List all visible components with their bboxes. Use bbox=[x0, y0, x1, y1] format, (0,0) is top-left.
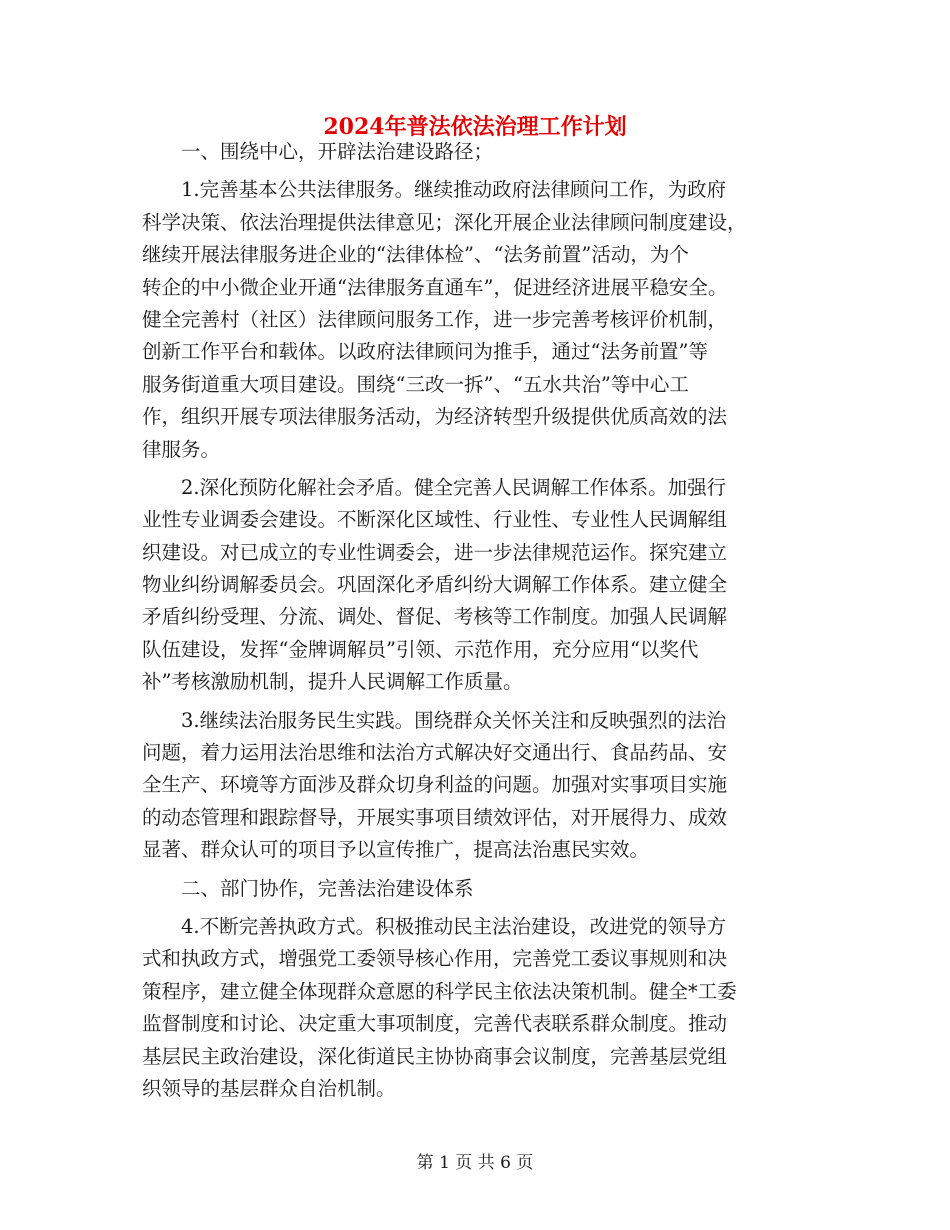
body-text-line: 服务街道重大项目建设。围绕“三改一拆”、“五水共治”等中心工 bbox=[142, 372, 689, 396]
body-text-line: 矛盾纠纷受理、分流、调处、督促、考核等工作制度。加强人民调解 bbox=[142, 605, 728, 629]
body-text-line: 2.深化预防化解社会矛盾。健全完善人民调解工作体系。加强行 bbox=[142, 475, 727, 499]
body-text-line: 二、部门协作，完善法治建设体系 bbox=[142, 876, 474, 900]
body-text-line: 式和执政方式，增强党工委领导核心作用，完善党工委议事规则和决 bbox=[142, 947, 728, 971]
body-text-line: 3.继续法治服务民生实践。围绕群众关怀关注和反映强烈的法治 bbox=[142, 708, 727, 732]
body-text-line: 1.完善基本公共法律服务。继续推动政府法律顾问工作，为政府 bbox=[142, 178, 727, 202]
body-text-line: 织领导的基层群众自治机制。 bbox=[142, 1076, 396, 1100]
body-text-line: 业性专业调委会建设。不断深化区域性、行业性、专业性人民调解组 bbox=[142, 508, 728, 532]
body-text-line: 的动态管理和跟踪督导，开展实事项目绩效评估，对开展得力、成效 bbox=[142, 805, 728, 829]
body-text-line: 策程序，建立健全体现群众意愿的科学民主依法决策机制。健全*工委 bbox=[142, 979, 737, 1003]
body-text-line: 监督制度和讨论、决定重大事项制度，完善代表联系群众制度。推动 bbox=[142, 1012, 728, 1036]
body-text-line: 显著、群众认可的项目予以宣传推广，提高法治惠民实效。 bbox=[142, 838, 650, 862]
body-text-line: 织建设。对已成立的专业性调委会，进一步法律规范运作。探究建立 bbox=[142, 540, 728, 564]
body-text-line: 队伍建设，发挥“金牌调解员”引领、示范作用，充分应用“以奖代 bbox=[142, 637, 699, 661]
body-text-line: 补”考核激励机制，提升人民调解工作质量。 bbox=[142, 670, 523, 694]
body-text-line: 一、围绕中心，开辟法治建设路径； bbox=[142, 140, 494, 163]
body-text-line: 全生产、环境等方面涉及群众切身利益的问题。加强对实事项目实施 bbox=[142, 773, 728, 797]
body-text-line: 继续开展法律服务进企业的“法律体检”、“法务前置”活动，为个 bbox=[142, 243, 689, 267]
body-text-line: 4.不断完善执政方式。积极推动民主法治建设，改进党的领导方 bbox=[142, 914, 727, 938]
body-text-line: 作，组织开展专项法律服务活动，为经济转型升级提供优质高效的法 bbox=[142, 405, 728, 429]
body-text-line: 律服务。 bbox=[142, 437, 221, 461]
body-text-line: 科学决策、依法治理提供法律意见；深化开展企业法律顾问制度建设， bbox=[142, 210, 747, 234]
body-text-line: 基层民主政治建设，深化街道民主协协商事会议制度，完善基层党组 bbox=[142, 1044, 728, 1068]
body-text-line: 问题，着力运用法治思维和法治方式解决好交通出行、食品药品、安 bbox=[142, 741, 728, 765]
document-body bbox=[142, 136, 810, 1105]
body-text-line: 物业纠纷调解委员会。巩固深化矛盾纠纷大调解工作体系。建立健全 bbox=[142, 573, 728, 597]
body-text-line: 健全完善村（社区）法律顾问服务工作，进一步完善考核评价机制， bbox=[142, 307, 728, 331]
page-footer: 第 1 页 共 6 页 bbox=[416, 1153, 534, 1173]
body-text-line: 创新工作平台和载体。以政府法律顾问为推手，通过“法务前置”等 bbox=[142, 340, 708, 364]
document-title: 2024年普法依法治理工作计划 bbox=[323, 114, 627, 140]
body-text-line: 转企的中小微企业开通“法律服务直通车”，促进经济进展平稳安全。 bbox=[142, 275, 728, 299]
